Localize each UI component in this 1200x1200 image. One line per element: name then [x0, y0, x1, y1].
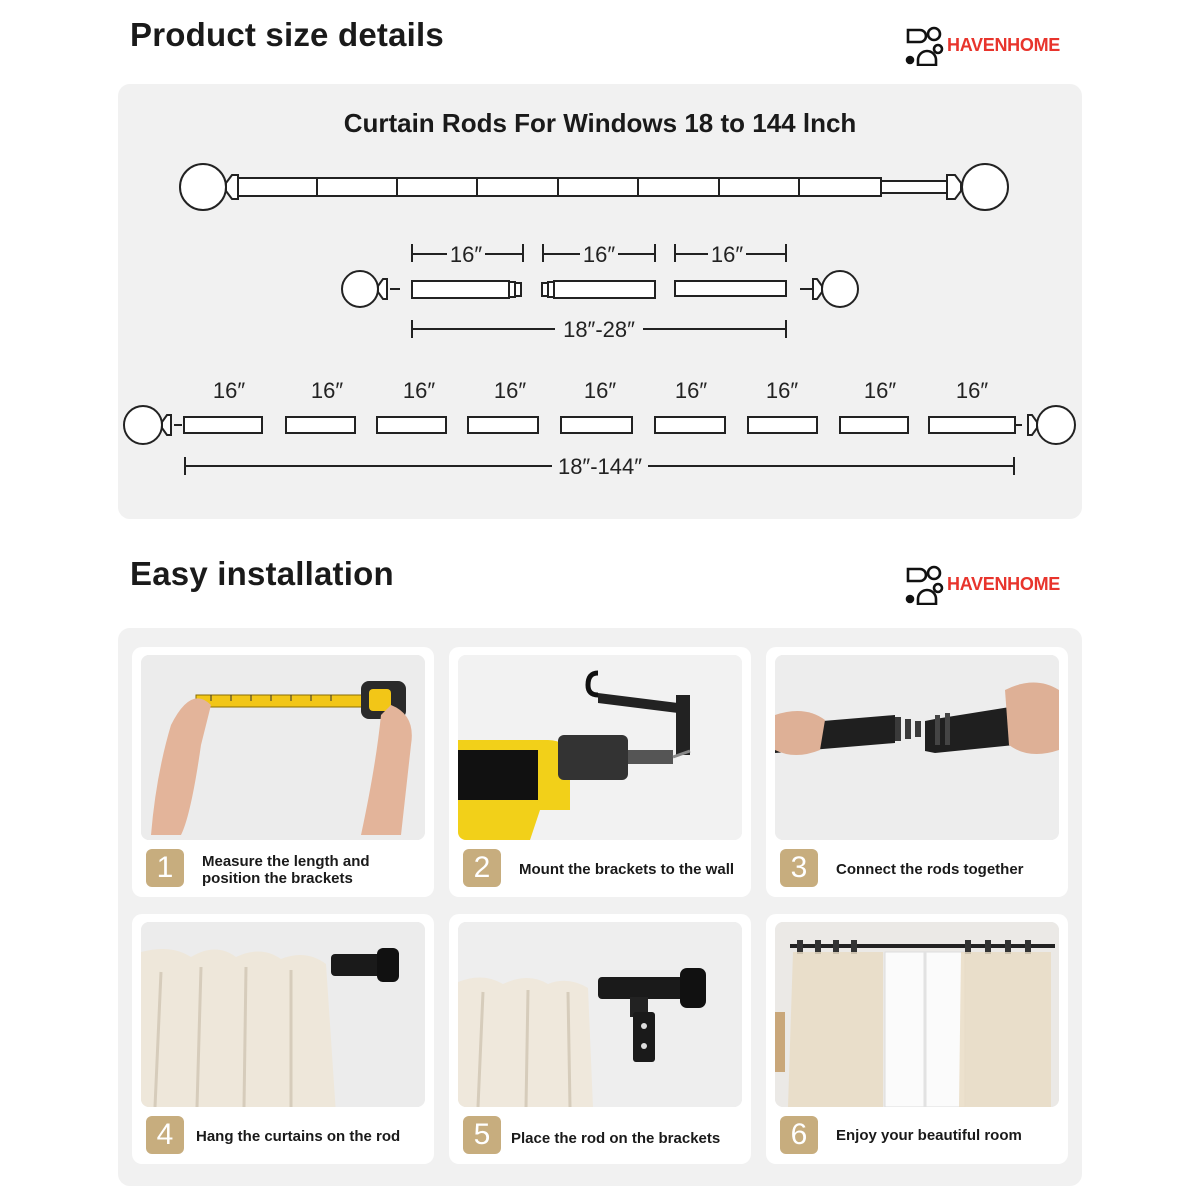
size-section-heading: Product size details [130, 16, 444, 53]
short-segment-label: 16″ [710, 242, 744, 267]
step-number: 6 [780, 1116, 818, 1154]
long-segment-label: 16″ [863, 378, 897, 403]
rod-connection-photo [775, 655, 1059, 840]
step-label: Place the rod on the brackets [511, 1130, 721, 1147]
install-step-card [766, 647, 1068, 897]
rod-bracket-photo [458, 922, 742, 1107]
step-number: 1 [146, 849, 184, 887]
install-step-card [449, 647, 751, 897]
long-segment-label: 16″ [493, 378, 527, 403]
brand-logo-icon [905, 563, 945, 605]
install-step-card [449, 914, 751, 1164]
step-label: Mount the brackets to the wall [519, 861, 735, 878]
step-label: Enjoy your beautiful room [836, 1127, 1022, 1144]
long-segment-label: 16″ [310, 378, 344, 403]
short-range-label: 18″-28″ [563, 317, 635, 342]
install-step-card [766, 914, 1068, 1164]
long-segment-label: 16″ [583, 378, 617, 403]
measuring-tape-photo [141, 655, 425, 840]
brand-name: HAVENHOME [947, 34, 1060, 55]
step-label: Hang the curtains on the rod [196, 1128, 401, 1145]
brand-logo-icon [905, 24, 945, 66]
brand-logo [905, 24, 1065, 66]
size-diagram-panel [118, 84, 1082, 519]
step-number: 3 [780, 849, 818, 887]
step-number: 2 [463, 849, 501, 887]
install-step-card [132, 914, 434, 1164]
step-label: Connect the rods together [836, 861, 1024, 878]
long-range-label: 18″-144″ [557, 454, 643, 479]
drill-bracket-photo [458, 655, 742, 840]
long-segment-label: 16″ [955, 378, 989, 403]
step-number: 4 [146, 1116, 184, 1154]
diagram-title: Curtain Rods For Windows 18 to 144 lnch [343, 108, 857, 138]
short-segment-label: 16″ [582, 242, 616, 267]
finished-room-photo [775, 922, 1059, 1107]
install-step-card [132, 647, 434, 897]
step-number: 5 [463, 1116, 501, 1154]
short-segment-label: 16″ [449, 242, 483, 267]
long-segment-label: 16″ [212, 378, 246, 403]
long-segment-label: 16″ [402, 378, 436, 403]
long-segment-label: 16″ [674, 378, 708, 403]
brand-logo [905, 563, 1065, 605]
curtain-hanging-photo [141, 922, 425, 1107]
brand-name: HAVENHOME [947, 573, 1060, 594]
install-section-heading: Easy installation [130, 555, 394, 592]
long-segment-label: 16″ [765, 378, 799, 403]
step-label: Measure the length and position the brackets [202, 853, 370, 887]
